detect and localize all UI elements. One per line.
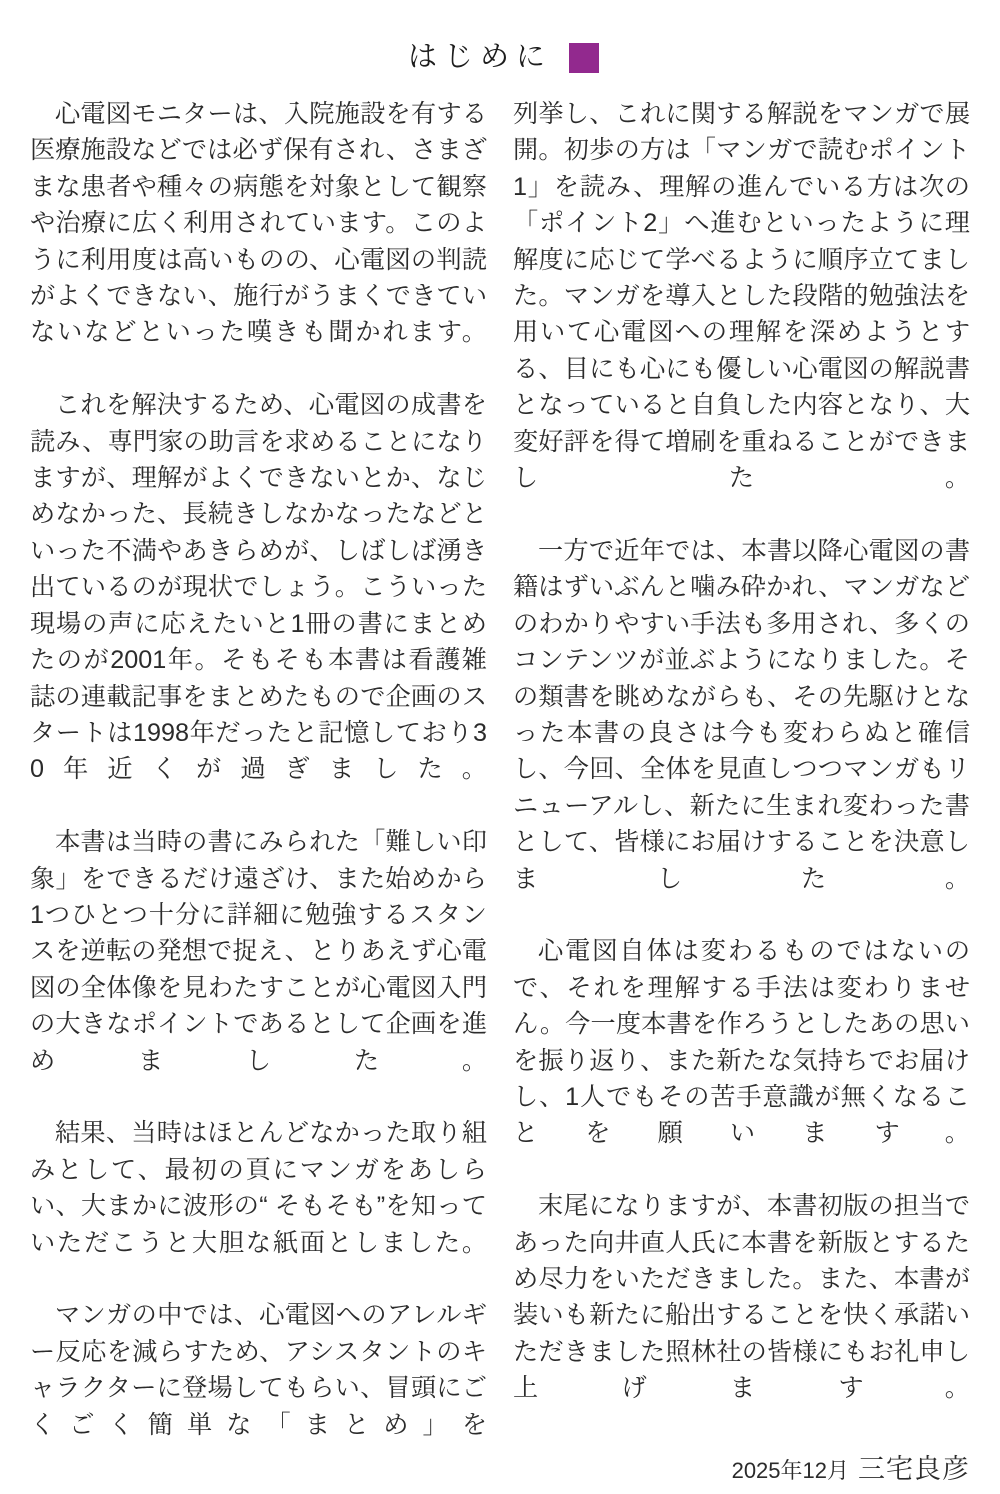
paragraph: 一方で近年では、本書以降心電図の書籍はずいぶんと噛み砕かれ、マンガなどのわかりやすい手法も多用され、多くのコンテンツが並ぶようになりました。その類書を眺めながらも、その先駆けとなった本書の良さは今も変わらぬと確信し、今回、全体を見直しつつマンガもリニューアルし、新たに生まれ変わった書として、皆様にお届けすることを決意しました。 xyxy=(513,536,970,893)
purple-square-icon xyxy=(569,43,599,73)
paragraph: 心電図自体は変わるものではないので、それを理解する手法は変わりません。今一度本書を作ろうとしたあの思いを振り返り、また新たな気持ちでお届けし、1人でもその苦手意識が無くなることを願います。 xyxy=(513,937,970,1148)
body-columns xyxy=(30,96,970,1485)
paragraph: マンガの中では、心電図へのアレルギー反応を減らすため、アシスタントのキャラクターに登場してもらい、冒頭にごくごく簡単な「まとめ」を xyxy=(30,1301,487,1439)
paragraph: 心電図モニターは、入院施設を有する医療施設などでは必ず保有され、さまざまな患者や種々の病態を対象として観察や治療に広く利用されています。このように利用度は高いものの、心電図の判読がよくできない、施行がうまくできていないなどといった嘆きも聞かれます。 xyxy=(30,100,487,347)
paragraph: 結果、当時はほとんどなかった取り組みとして、最初の頁にマンガをあしらい、大まかに波形の“ そもそも”を知っていただこうと大胆な紙面としました。 xyxy=(30,1119,487,1257)
paragraph: 本書は当時の書にみられた「難しい印象」をできるだけ遠ざけ、また始めから1つひとつ十分に詳細に勉強するスタンスを逆転の発想で捉え、とりあえず心電図の全体像を見わたすことが心電図入門の大きなポイントであるとして企画を進めました。 xyxy=(30,828,487,1075)
signature-block xyxy=(513,1449,970,1494)
paragraph: 列挙し、これに関する解説をマンガで展開。初歩の方は「マンガで読むポイント1」を読み、理解の進んでいる方は次の「ポイント2」へ進むといったように理解度に応じて学べるように順序立てました。マンガを導入とした段階的勉強法を用いて心電図への理解を深めようとする、目にも心にも優しい心電図の解説書となっていると自負した内容となり、大変好評を得て増刷を重ねることができました。 xyxy=(513,100,970,493)
page-title xyxy=(0,34,1000,80)
signature-date: 2025年12月 xyxy=(731,1458,849,1484)
page-title-text: はじめに xyxy=(407,41,552,73)
signature-name: 三宅良彦 xyxy=(858,1454,970,1485)
paragraph: これを解決するため、心電図の成書を読み、専門家の助言を求めることになりますが、理解がよくできないとか、なじめなかった、長続きしなかなったなどといった不満やあきらめが、しばしば湧き出ているのが現状でしょう。こういった現場の声に応えたいと1冊の書にまとめたのが2001年。そもそも本書は看護雑誌の連載記事をまとめたもので企画のスタートは1998年だったと記憶しており30年近くが過ぎました。 xyxy=(30,391,487,784)
left-column xyxy=(30,96,487,1439)
right-column xyxy=(513,96,970,1485)
paragraph: 末尾になりますが、本書初版の担当であった向井直人氏に本書を新版とするため尽力をいただきました。また、本書が装いも新たに船出することを快く承諾いただきました照林社の皆様にもお礼申し上げます。 xyxy=(513,1192,970,1403)
